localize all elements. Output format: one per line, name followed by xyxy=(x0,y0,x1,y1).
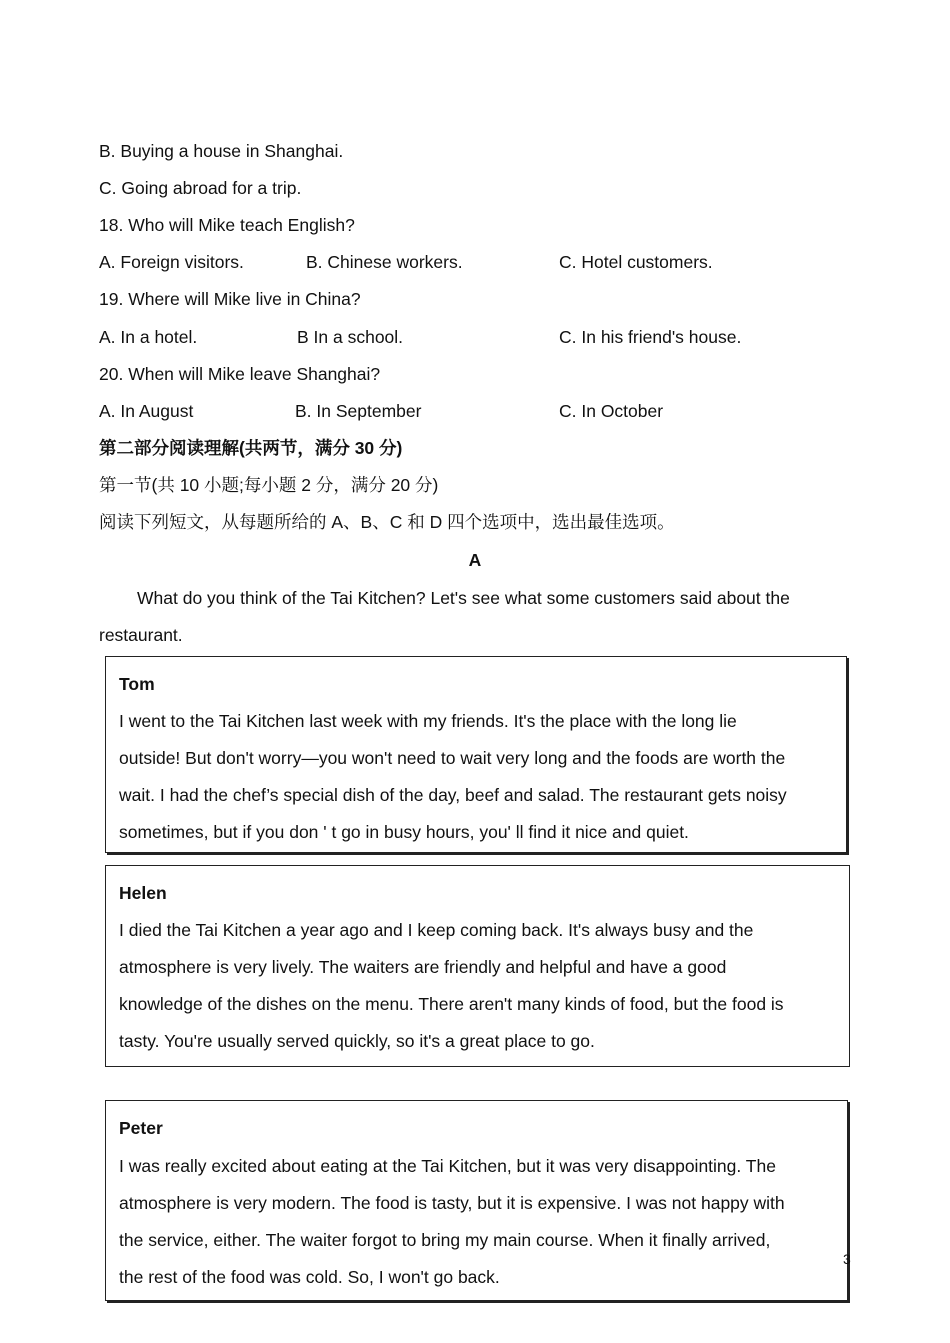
review-line: knowledge of the dishes on the menu. There aren't many kinds of food, but the food is xyxy=(119,994,784,1014)
reviewer-name: Tom xyxy=(119,674,155,694)
review-line: I went to the Tai Kitchen last week with my friends. It's the place with the long lie xyxy=(119,711,737,731)
review-line: atmosphere is very lively. The waiters are friendly and helpful and have a good xyxy=(119,957,727,977)
review-line: wait. I had the chef’s special dish of the day, beef and salad. The restaurant gets noisy xyxy=(119,785,787,805)
review-line: outside! But don't worry—you won't need to wait very long and the foods are worth the xyxy=(119,748,786,768)
part-two-heading: 第二部分阅读理解(共两节，满分 30 分) xyxy=(99,438,403,458)
question-20: 20. When will Mike leave Shanghai? xyxy=(99,364,381,384)
page-number: 3 xyxy=(843,1251,851,1267)
option-17b: B. Buying a house in Shanghai. xyxy=(99,141,344,161)
review-line: I was really excited about eating at the Tai Kitchen, but it was very disappointing. The xyxy=(119,1156,776,1176)
instruction-text: 阅读下列短文，从每题所给的 A、B、C 和 D 四个选项中，选出最佳选项。 xyxy=(99,512,675,532)
option-18b: B. Chinese workers. xyxy=(306,252,463,272)
review-box-peter xyxy=(105,1100,848,1301)
section-one-heading: 第一节(共 10 小题;每小题 2 分，满分 20 分) xyxy=(99,475,439,495)
review-line: atmosphere is very modern. The food is tasty, but it is expensive. I was not happy with xyxy=(119,1193,785,1213)
passage-title: A xyxy=(468,550,482,570)
option-20c: C. In October xyxy=(559,401,664,421)
review-line: I died the Tai Kitchen a year ago and I keep coming back. It's always busy and the xyxy=(119,920,754,940)
reviewer-name: Helen xyxy=(119,883,167,903)
question-18: 18. Who will Mike teach English? xyxy=(99,215,355,235)
review-box-tom xyxy=(105,656,847,853)
option-17c: C. Going abroad for a trip. xyxy=(99,178,302,198)
review-line: tasty. You're usually served quickly, so it's a great place to go. xyxy=(119,1031,595,1051)
review-line: the rest of the food was cold. So, I won't go back. xyxy=(119,1267,500,1287)
option-20b: B. In September xyxy=(295,401,422,421)
intro-line-1: What do you think of the Tai Kitchen? Let's see what some customers said about the xyxy=(137,588,790,608)
option-19a: A. In a hotel. xyxy=(99,327,198,347)
option-20a: A. In August xyxy=(99,401,194,421)
reviewer-name: Peter xyxy=(119,1118,163,1138)
option-18c: C. Hotel customers. xyxy=(559,252,713,272)
question-19: 19. Where will Mike live in China? xyxy=(99,289,361,309)
review-box-helen xyxy=(105,865,850,1067)
review-line: sometimes, but if you don ' t go in busy hours, you' ll find it nice and quiet. xyxy=(119,822,689,842)
review-line: the service, either. The waiter forgot to bring my main course. When it finally arrived, xyxy=(119,1230,771,1250)
option-18a: A. Foreign visitors. xyxy=(99,252,244,272)
option-19c: C. In his friend's house. xyxy=(559,327,742,347)
option-19b: B In a school. xyxy=(297,327,404,347)
intro-line-2: restaurant. xyxy=(99,625,183,645)
